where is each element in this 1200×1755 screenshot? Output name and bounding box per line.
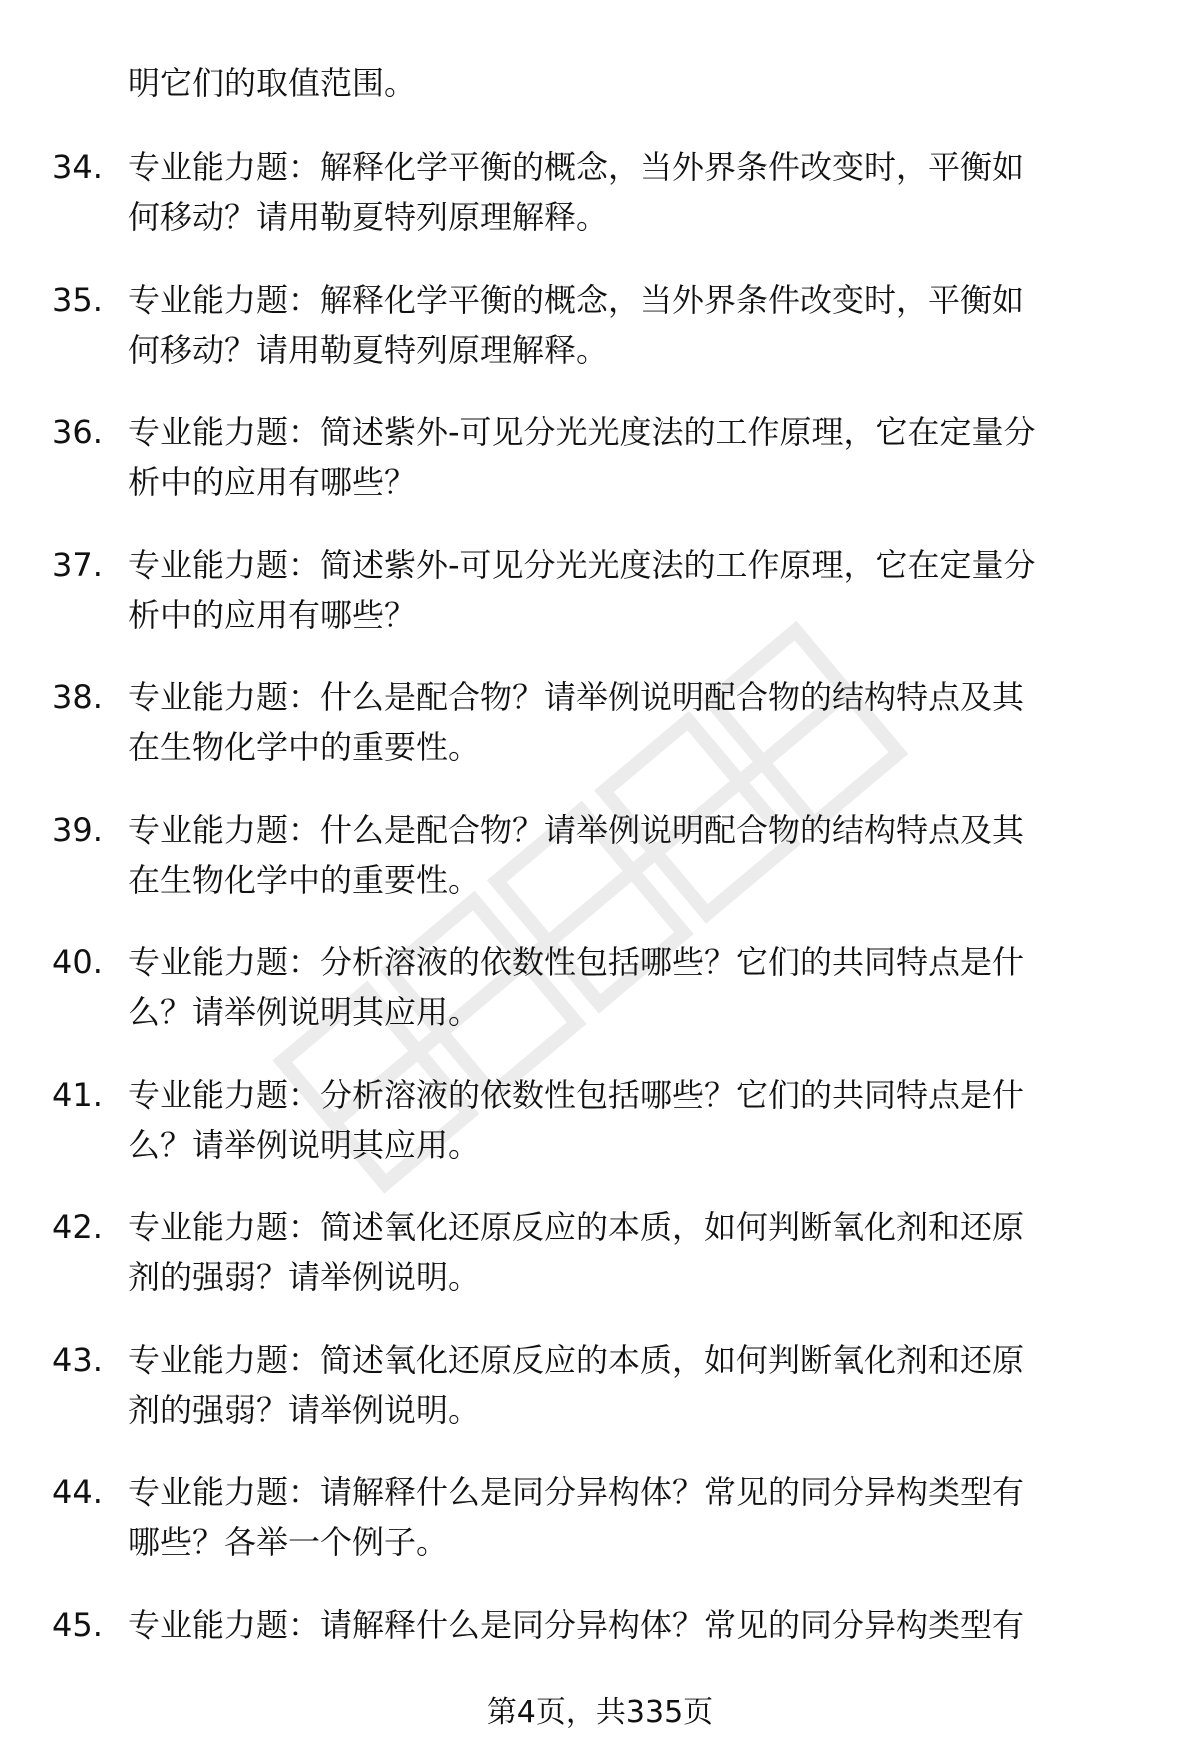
question-text-line1: 专业能力题：简述紫外-可见分光光度法的工作原理，它在定量分 — [128, 545, 1036, 584]
question-item — [0, 540, 1200, 673]
question-item — [0, 937, 1200, 1070]
question-number: 43. — [52, 1340, 103, 1379]
question-number: 35. — [52, 280, 103, 319]
question-text-line1: 专业能力题：解释化学平衡的概念，当外界条件改变时，平衡如 — [128, 280, 1025, 319]
question-list — [0, 142, 1200, 1732]
question-text-line1: 专业能力题：什么是配合物？请举例说明配合物的结构特点及其 — [128, 678, 1025, 716]
question-number: 36. — [52, 413, 103, 451]
question-text-line2: 哪些？各举一个例子。 — [128, 1523, 449, 1561]
question-item — [0, 275, 1200, 408]
question-number: 42. — [52, 1208, 103, 1246]
question-number: 39. — [52, 810, 103, 849]
question-item — [0, 1202, 1200, 1335]
question-item — [0, 1070, 1200, 1203]
question-text-line2: 析中的应用有哪些？ — [128, 463, 417, 501]
question-number: 44. — [52, 1473, 103, 1511]
question-text-line1: 专业能力题：简述氧化还原反应的本质，如何判断氧化剂和还原 — [128, 1340, 1025, 1379]
question-text-line2: 何移动？请用勒夏特列原理解释。 — [128, 330, 609, 369]
question-text-line1: 专业能力题：简述紫外-可见分光光度法的工作原理，它在定量分 — [128, 413, 1036, 451]
question-item — [0, 805, 1200, 938]
question-text-line1: 专业能力题：什么是配合物？请举例说明配合物的结构特点及其 — [128, 810, 1025, 849]
page-footer: 第4页，共335页 — [486, 1695, 714, 1730]
question-number: 40. — [52, 943, 103, 981]
question-number: 38. — [52, 678, 103, 716]
question-item — [0, 1467, 1200, 1600]
continuation-text: 明它们的取值范围。 — [128, 64, 417, 102]
question-text-line2: 何移动？请用勒夏特列原理解释。 — [128, 198, 609, 236]
question-text-line2: 么？请举例说明其应用。 — [128, 1125, 481, 1164]
question-item — [0, 142, 1200, 275]
question-item — [0, 1335, 1200, 1468]
question-text-line1: 专业能力题：解释化学平衡的概念，当外界条件改变时，平衡如 — [128, 148, 1025, 186]
question-text-line1: 专业能力题：分析溶液的依数性包括哪些？它们的共同特点是什 — [128, 943, 1025, 981]
question-text-line1: 专业能力题：请解释什么是同分异构体？常见的同分异构类型有 — [128, 1605, 1025, 1644]
question-item — [0, 407, 1200, 540]
question-number: 37. — [52, 545, 103, 584]
question-item — [0, 672, 1200, 805]
question-text-line2: 么？请举例说明其应用。 — [128, 993, 481, 1031]
question-number: 34. — [52, 148, 103, 186]
question-number: 41. — [52, 1075, 103, 1114]
question-number: 45. — [52, 1605, 103, 1644]
question-text-line1: 专业能力题：分析溶液的依数性包括哪些？它们的共同特点是什 — [128, 1075, 1025, 1114]
question-text-line1: 专业能力题：简述氧化还原反应的本质，如何判断氧化剂和还原 — [128, 1208, 1025, 1246]
question-text-line2: 析中的应用有哪些？ — [128, 595, 417, 634]
question-text-line2: 在生物化学中的重要性。 — [128, 728, 481, 766]
question-text-line2: 在生物化学中的重要性。 — [128, 860, 481, 899]
question-text-line1: 专业能力题：请解释什么是同分异构体？常见的同分异构类型有 — [128, 1473, 1025, 1511]
question-text-line2: 剂的强弱？请举例说明。 — [128, 1258, 481, 1296]
question-text-line2: 剂的强弱？请举例说明。 — [128, 1390, 481, 1429]
